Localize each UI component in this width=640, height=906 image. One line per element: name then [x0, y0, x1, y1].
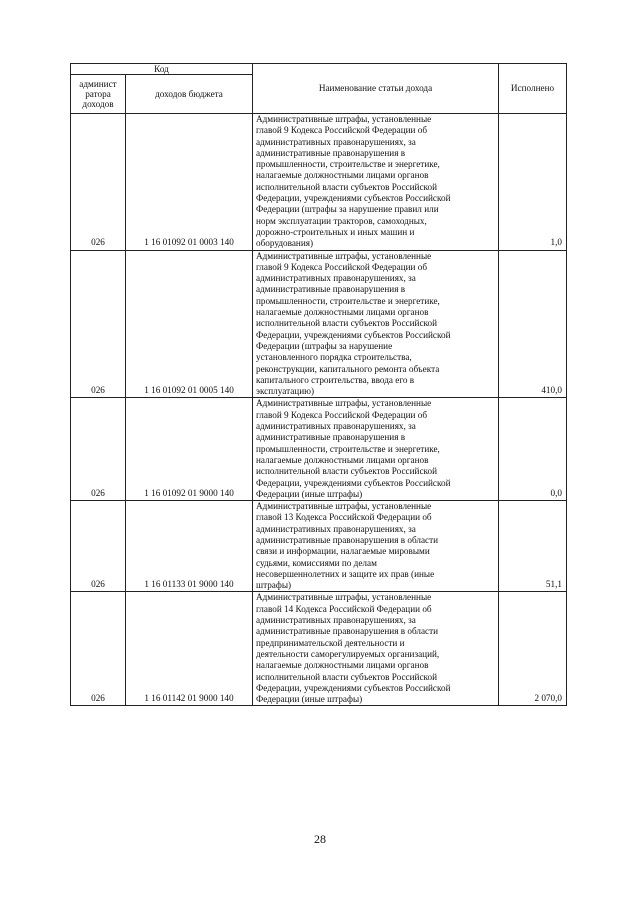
- header-sum: Исполнено: [499, 64, 567, 114]
- revenue-name-line: капитального строительства, ввода его в: [256, 374, 415, 385]
- table-row: [71, 592, 567, 706]
- budget-code-cell: 1 16 01092 01 0005 140: [126, 250, 253, 398]
- revenue-name-line: установленного порядка строительства,: [256, 352, 412, 363]
- revenue-name-line: главой 9 Кодекса Российской Федерации об: [256, 125, 428, 136]
- revenue-name-line: судьями, комиссиями по делам: [256, 557, 377, 568]
- table-body: [71, 114, 567, 706]
- revenue-name-line: административные правонарушения в области: [256, 534, 439, 545]
- executed-sum-cell: 2 070,0: [499, 592, 567, 706]
- revenue-name-line: дорожно-строительных и иных машин и: [256, 226, 415, 237]
- admin-code-cell: 026: [71, 398, 126, 501]
- table-row: [71, 398, 567, 501]
- revenue-name-line: исполнительной власти субъектов Российской: [256, 466, 438, 477]
- revenue-name-line: административные правонарушения в: [256, 147, 406, 158]
- revenue-name-line: реконструкции, капитального ремонта объекта: [256, 363, 440, 374]
- table-row: [71, 114, 567, 251]
- revenue-name-cell: [253, 501, 499, 592]
- budget-code-cell: 1 16 01133 01 9000 140: [126, 501, 253, 592]
- revenue-name-line: несовершеннолетних и защите их прав (иные: [256, 568, 435, 579]
- revenue-name-line: промышленности, строительстве и энергетике,: [256, 443, 440, 454]
- revenue-name-line: исполнительной власти субъектов Российской: [256, 318, 438, 329]
- revenue-name-line: главой 9 Кодекса Российской Федерации об: [256, 261, 428, 272]
- revenue-name-line: главой 14 Кодекса Российской Федерации об: [256, 603, 432, 614]
- revenue-name-line: административные правонарушения в области: [256, 626, 439, 637]
- revenue-name-line: исполнительной власти субъектов Российской: [256, 671, 438, 682]
- revenue-name-line: штрафы): [256, 580, 292, 591]
- revenue-name-line: Административные штрафы, установленные: [256, 501, 432, 512]
- revenue-name-line: налагаемые должностными лицами органов: [256, 170, 429, 181]
- admin-code-cell: 026: [71, 592, 126, 706]
- header-admin: админист ратора доходов: [71, 75, 126, 114]
- revenue-name-line: главой 9 Кодекса Российской Федерации об: [256, 409, 428, 420]
- revenue-name-line: деятельности саморегулируемых организаций,: [256, 648, 440, 659]
- budget-code-cell: 1 16 01092 01 0003 140: [126, 114, 253, 251]
- admin-code-cell: 026: [71, 250, 126, 398]
- revenue-name-line: Административные штрафы, установленные: [256, 592, 432, 603]
- revenue-name-line: Федерации (штрафы за нарушение: [256, 340, 393, 351]
- revenue-name-line: промышленности, строительстве и энергетике,: [256, 295, 440, 306]
- admin-code-cell: 026: [71, 114, 126, 251]
- revenue-name-line: предпринимательской деятельности и: [256, 637, 405, 648]
- revenue-name-line: Федерации, учреждениями субъектов Российской: [256, 682, 451, 693]
- executed-sum-cell: 410,0: [499, 250, 567, 398]
- budget-code-cell: 1 16 01142 01 9000 140: [126, 592, 253, 706]
- revenue-name-line: налагаемые должностными лицами органов: [256, 660, 429, 671]
- revenue-table: [70, 63, 567, 706]
- revenue-name-line: Федерации, учреждениями субъектов Российской: [256, 477, 451, 488]
- revenue-name-line: оборудования): [256, 238, 314, 249]
- revenue-name-line: Административные штрафы, установленные: [256, 114, 432, 124]
- revenue-name-line: Федерации (иные штрафы): [256, 488, 363, 499]
- executed-sum-cell: 0,0: [499, 398, 567, 501]
- revenue-name-line: Федерации (штрафы за нарушение правил или: [256, 204, 439, 215]
- budget-code-cell: 1 16 01092 01 9000 140: [126, 398, 253, 501]
- revenue-name-line: административных правонарушениях, за: [256, 523, 416, 534]
- revenue-name-line: налагаемые должностными лицами органов: [256, 307, 429, 318]
- admin-code-cell: 026: [71, 501, 126, 592]
- revenue-name-line: административных правонарушениях, за: [256, 421, 416, 432]
- revenue-name-line: административных правонарушениях, за: [256, 273, 416, 284]
- revenue-name-line: административных правонарушениях, за: [256, 136, 416, 147]
- revenue-name-line: Административные штрафы, установленные: [256, 250, 432, 261]
- table-row: [71, 250, 567, 398]
- revenue-name-line: Федерации (иные штрафы): [256, 694, 363, 705]
- table-row: [71, 501, 567, 592]
- revenue-name-cell: [253, 592, 499, 706]
- revenue-name-line: Административные штрафы, установленные: [256, 398, 432, 409]
- revenue-name-line: административные правонарушения в: [256, 432, 406, 443]
- revenue-name-line: исполнительной власти субъектов Российской: [256, 181, 438, 192]
- revenue-name-line: эксплуатацию): [256, 386, 315, 397]
- revenue-name-line: налагаемые должностными лицами органов: [256, 454, 429, 465]
- page-number: 28: [314, 832, 326, 846]
- revenue-name-line: связи и информации, налагаемые мировыми: [256, 546, 430, 557]
- revenue-name-line: Федерации, учреждениями субъектов Российской: [256, 329, 451, 340]
- revenue-name-line: административных правонарушениях, за: [256, 615, 416, 626]
- revenue-name-line: главой 13 Кодекса Российской Федерации об: [256, 512, 432, 523]
- header-kod: Код: [71, 64, 253, 75]
- revenue-name-cell: [253, 114, 499, 251]
- revenue-name-line: промышленности, строительстве и энергетике,: [256, 159, 440, 170]
- header-code: доходов бюджета: [126, 75, 253, 114]
- revenue-name-line: Федерации, учреждениями субъектов Российской: [256, 193, 451, 204]
- executed-sum-cell: 1,0: [499, 114, 567, 251]
- executed-sum-cell: 51,1: [499, 501, 567, 592]
- revenue-name-cell: [253, 398, 499, 501]
- header-name: Наименование статьи дохода: [253, 64, 499, 114]
- revenue-name-line: административные правонарушения в: [256, 284, 406, 295]
- revenue-name-cell: [253, 250, 499, 398]
- revenue-name-line: норм эксплуатации тракторов, самоходных,: [256, 215, 427, 226]
